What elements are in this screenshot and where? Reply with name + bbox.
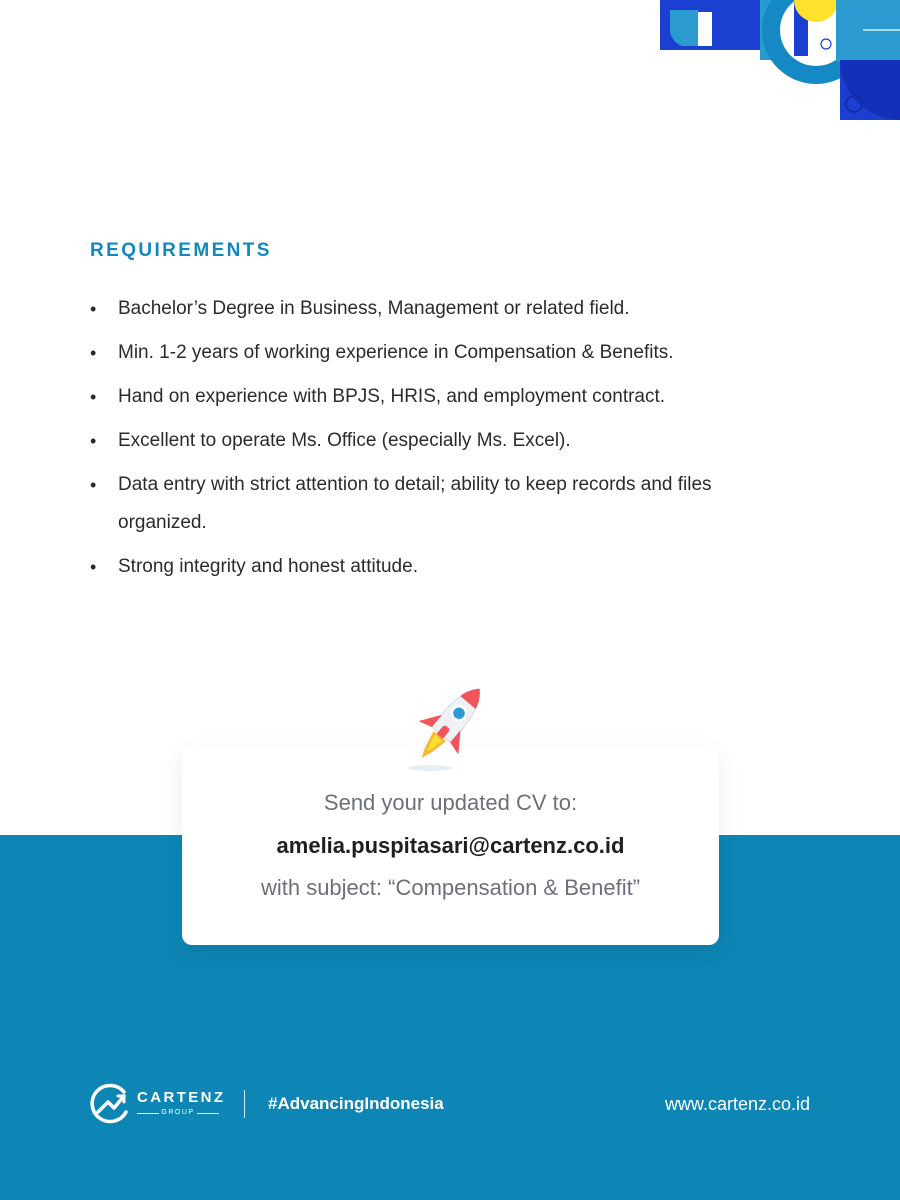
bullet-icon: • (90, 299, 97, 319)
bullet-icon: • (90, 343, 97, 363)
rocket-icon (398, 672, 502, 776)
cv-instruction: Send your updated CV to: (323, 790, 578, 815)
list-item-text: Strong integrity and honest attitude. (118, 556, 418, 577)
brand-name: CARTENZ (137, 1089, 226, 1106)
bullet-icon: • (90, 387, 97, 407)
website-link[interactable]: www.cartenz.co.id (664, 1094, 810, 1114)
hashtag: #AdvancingIndonesia (268, 1094, 444, 1113)
list-item-text: Min. 1-2 years of working experience in Compensation & Benefits. (118, 342, 674, 363)
requirements-heading: REQUIREMENTS (90, 240, 272, 261)
list-item (90, 422, 750, 460)
bullet-icon: • (90, 475, 97, 495)
list-item-text: Data entry with strict attention to detail; ability to keep records and files organized. (118, 474, 712, 533)
list-item (90, 466, 718, 542)
geometric-shapes-icon (658, 0, 900, 120)
cv-email[interactable]: amelia.puspitasari@cartenz.co.id (276, 833, 625, 858)
requirements-list (90, 290, 750, 592)
footer-divider (244, 1090, 245, 1118)
list-item-text: Excellent to operate Ms. Office (especially Ms. Excel). (118, 430, 571, 451)
list-item (90, 548, 750, 586)
list-item-text: Hand on experience with BPJS, HRIS, and employment contract. (118, 386, 666, 407)
bullet-icon: • (90, 431, 97, 451)
list-item (90, 334, 750, 372)
list-item-text: Bachelor’s Degree in Business, Management or related field. (118, 298, 630, 319)
cartenz-logo-icon (88, 1082, 132, 1126)
list-item (90, 290, 750, 328)
cv-subject: with subject: “Compensation & Benefit” (260, 875, 641, 900)
brand-subtitle: GROUP (137, 1109, 219, 1116)
bullet-icon: • (90, 557, 97, 577)
list-item (90, 378, 750, 416)
